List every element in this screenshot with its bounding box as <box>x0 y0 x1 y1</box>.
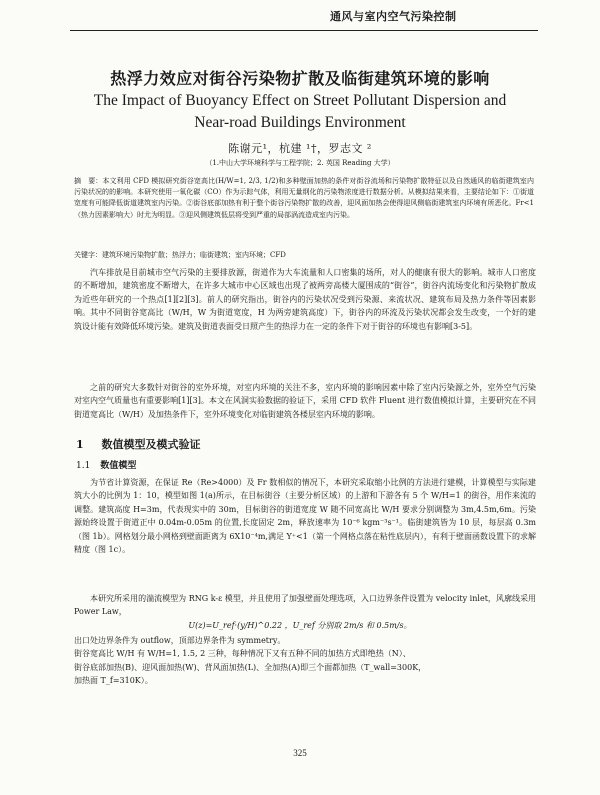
title-english <box>60 90 540 134</box>
intro-paragraph-2: 之前的研究大多数针对街谷的室外环境，对室内环境的关注不多，室内环境的影响因素中除了室内污染源之外，室外空气污染对室内空气质量也有重要影响[1][3]。本文在风洞实验数据的验证下，采用 CFD 软件 Fluent 进行数值模拟计算，主要研究在不同街道宽高比（W/H）及加热条件下，室外环境变化对临街建筑各楼层室内环境的影响。 <box>74 383 536 419</box>
keywords: 关键字：建筑环境污染物扩散；热浮力；临街建筑；室内环境；CFD <box>74 251 286 259</box>
subsection-heading-1-1 <box>76 458 136 471</box>
model-paragraph: 为节省计算资源，在保证 Re（Re>4000）及 Fr 数相似的情况下，本研究采取缩小比例的方法进行建模，计算模型与实际建筑大小的比例为 1：10，模型如图 1(a)所示，在目标街谷（主要分析区域）的上游和下游各有 5 个 W/H=1 的街谷，用作来流的调整。建筑高度 H=3m，代表现实中的 30m，目标街谷的街道宽度 W 随不同宽高比 W/H 要求分别调整为 3m,4.5m,6m。污染源始终设置于街道正中 0.04m-0.05m 的位置,长度固定 2m，释放速率为 10⁻⁶ kgm⁻³s⁻¹。临街建筑皆为 10 层，每层高 0.3m（图 1b）。网格划分最小网格到壁面距离为 6X10⁻⁴m,满足 Y⁺<1（第一个网格点落在粘性底层内），有利于壁面函数设置下的求解精度（图 1c）。 <box>74 478 536 555</box>
header-rule <box>70 30 538 31</box>
authors: 陈谢元¹，杭建 ¹†，罗志文 ² <box>228 142 372 155</box>
power-law-formula: U(z)=U_ref·(y/H)^0.22 ，U_ref 分别取 2m/s 和 0.5m/s。 <box>188 621 412 630</box>
boundary-line-outflow: 出口处边界条件为 outflow，顶部边界条件为 symmetry。 <box>74 636 286 645</box>
running-head: 通风与室内空气污染控制 <box>330 10 457 23</box>
section-heading-1 <box>76 436 201 452</box>
boundary-line-heating: 街谷底部加热(B)、迎风面加热(W)、背风面加热(L)、全加热(A)即三个面都加热（T_wall=300K， <box>74 662 427 672</box>
section-title: 数值模型及模式验证 <box>101 438 201 451</box>
title-chinese: 热浮力效应对街谷污染物扩散及临街建筑环境的影响 <box>110 69 490 88</box>
subsection-title: 数值模型 <box>100 461 137 471</box>
page-number: 325 <box>293 748 307 758</box>
boundary-line-aspect: 街谷宽高比 W/H 有 W/H=1, 1.5, 2 三种，每种情况下又有五种不同的加热方式即绝热（N）、 <box>74 649 411 659</box>
affiliation: （1.中山大学环境科学与工程学院；2. 英国 Reading 大学） <box>205 159 395 167</box>
section-number: 1 <box>76 438 84 451</box>
intro-paragraph-1: 汽车排放是目前城市空气污染的主要排放源，街道作为大车流量和人口密集的场所，对人的健康有很大的影响。城市人口密度的不断增加，建筑密度不断增大，在许多大城市中心区域也出现了被两旁高楼大厦围成的“街谷”，街谷内流场变化和污染物扩散成为近些年研究的一个热点[1][2][3]。前人的研究指出，街谷内的污染状况受到污染源、来流状况、建筑布局及热力条件等因素影响。其中不同街谷宽高比（W/H，W 为街道宽度，H 为两旁建筑高度）下，街谷内的环流及污染状况都会发生改变，一个好的建筑设计能有效降低环境污染。建筑及街道表面受日照产生的热浮力在一定的条件下对于街谷的环境也有影响[3-5]。 <box>74 268 536 331</box>
title-english-line-2: Near-road Buildings Environment <box>194 114 406 131</box>
subsection-number: 1.1 <box>76 461 91 471</box>
abstract: 摘 要：本文利用 CFD 模拟研究街谷宽高比(H/W=1, 2/3, 1/2)和多种壁面加热的条件对街谷流场和污染物扩散特征以及自然通风的临街建筑室内污染状况的的影响。本研究使用一氧化碳（CO）作为示踪气体，利用无量纲化的污染物浓度进行数据分析。从模拟结果来看，主要结论如下：①街道宽度有可能降低街道建筑室内污染。②街谷底部加热有利于整个街谷污染物扩散的改善，迎风面加热会使得迎风侧临街建筑室内环境有所恶化。Fr<1（热力因素影响大）时尤为明显。③迎风侧建筑低层将受到严重的局部涡流造成室内污染。 <box>74 177 534 219</box>
turbulence-paragraph: 本研究所采用的湍流模型为 RNG k-ε 模型，并且使用了加强壁面处理选项，入口边界条件设置为 velocity inlet，风廓线采用 Power Law， <box>74 594 536 617</box>
title-english-line-1: The Impact of Buoyancy Effect on Street Pollutant Dispersion and <box>93 92 507 109</box>
boundary-conditions <box>74 634 544 688</box>
boundary-line-temp: 加热面 T_f=310K）。 <box>74 676 153 686</box>
